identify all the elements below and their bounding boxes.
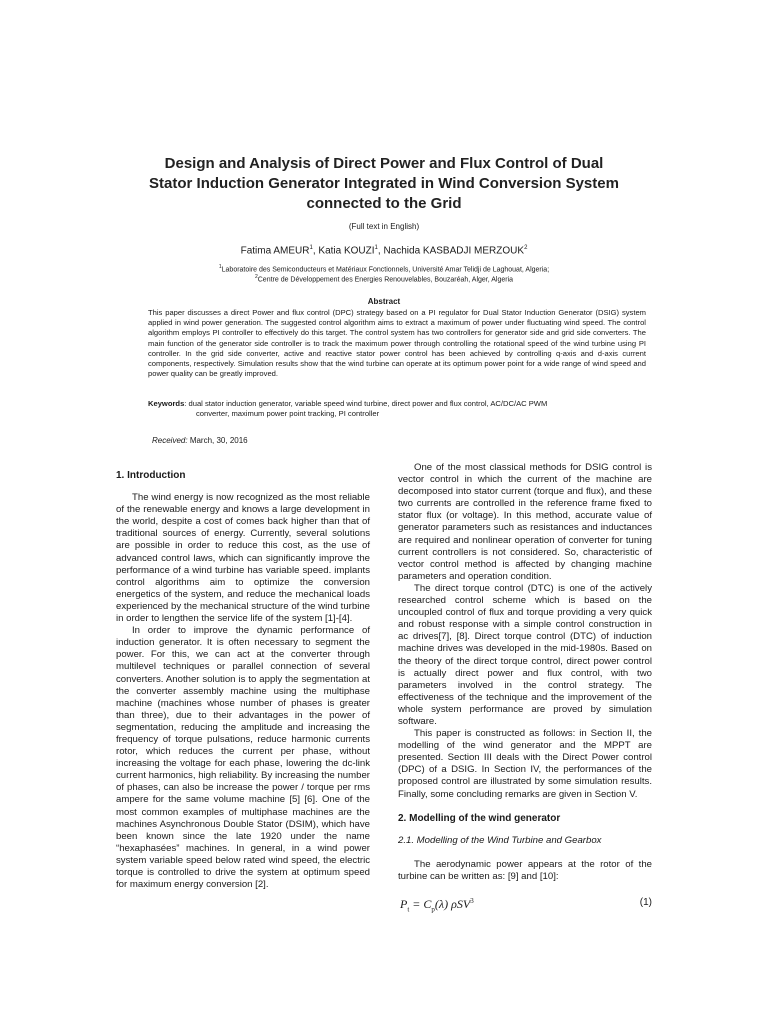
full-text-note: (Full text in English)	[348, 222, 420, 231]
section-heading: 2. Modelling of the wind generator	[398, 812, 561, 824]
abstract-heading: Abstract	[367, 297, 401, 306]
paragraph: One of the most classical methods for DSIG control is vector control in which the current of the machine are decomposed into stator current (torque and flux), and these two currents are controlled in the reference frame fixed to stator flux (or voltage). In this method, accurate value of generator parameters such as resistances and inductances are required and nonlinear operation of converter for tuning current controllers is not considered. So, characteristic of vector control method is affected by changing machine parameters and operation condition.	[398, 462, 652, 582]
eq-sup: 3	[470, 897, 474, 905]
author-name: Nachida KASBADJI MERZOUK	[383, 245, 525, 257]
keywords-text-continued: converter, maximum power point tracking, PI controller	[196, 409, 380, 419]
received-value: March, 30, 2016	[189, 436, 248, 445]
equation-1	[398, 893, 652, 913]
eq-symbol: C	[423, 897, 432, 911]
author-sup: 1	[374, 245, 378, 251]
author-sup: 1	[309, 245, 313, 251]
paragraph: The direct torque control (DTC) is one of the actively researched control scheme which is based on the uncoupled control of flux and torque providing a very quick and robust response with a simple control construction in ac drives[7], [8]. Direct torque control (DTC) of induction machine drives was developed in the mid-1980s. Based on the theory of the direct torque control, direct power control is actually direct power and flux control, with two parameters involved in the control strategy. The effectiveness of the technique and the improvement of the whole system performance are proved by simulation software.	[398, 582, 652, 727]
section-heading: 1. Introduction	[116, 470, 186, 481]
paragraph: This paper is constructed as follows: in Section II, the modelling of the wind generator and the MPPT are presented. Section III deals with the Direct Power control (DPC) of a DSIG. In Section IV, the performances of the proposed control are illustrated by some simulation results. Finally, some concluding remarks are given in Section V.	[398, 728, 652, 800]
equation-text	[400, 895, 474, 915]
left-column	[116, 462, 370, 891]
title-line: Design and Analysis of Direct Power and Flux Control of Dual	[164, 155, 604, 172]
keywords-text: : dual stator induction generator, variable speed wind turbine, direct power and flux control, AC/DC/AC PWM	[184, 399, 548, 408]
subsection-heading: 2.1. Modelling of the Wind Turbine and Gearbox	[398, 834, 602, 846]
affiliation	[0, 272, 768, 285]
right-column	[398, 462, 652, 913]
received-date	[152, 436, 248, 445]
author-name: Fatima AMEUR	[240, 245, 310, 257]
paper-title	[120, 154, 648, 214]
eq-sub: p	[431, 905, 435, 914]
title-line: connected to the Grid	[306, 195, 462, 212]
paragraph: The wind energy is now recognized as the most reliable of the renewable energy and knows a large development in the world, despite a cost of comes back higher than that of traditional sources of energy. Currently, several solutions are possible in order to reduce this cost, as the use of advanced control laws, which can significantly improve the performance of a wind turbine has variable speed. implants control algorithms aim to optimize the conversion energetics of the system, and reduce the mechanical loads experienced by the mechanical structure of the wind turbine in order to lengthen the service life of the system [1]-[4].	[116, 492, 370, 625]
abstract-text: This paper discusses a direct Power and flux control (DPC) strategy based on a PI regulator for Dual Stator Induction Generator (DSIG) system applied in wind power generation. The suggested control algorithm aims to extract a maximum of power under fluctuating wind speed. The control algorithm employs PI controller to effectively do this target. The control system has two controllers for generator side and grid side converters. The main function of the generator side controller is to track the maximum power through controlling the rotational speed of the wind turbine using PI controller. In the grid side converter, active and reactive stator power control has been achieved by controlling q-axis and d-axis current components, respectively. Simulation results show that the wind turbine can operate at its optimum power point for a wide range of wind speed and power quality can be greatly improved.	[148, 308, 646, 379]
author-sup: 2	[524, 245, 528, 251]
paragraph: In order to improve the dynamic performance of induction generator. It is often necessary to segment the power. For this, we can act at the converter through multilevel techniques or parallel connection of several converters. Another solution is to apply the segmentation at the converter assembly machine using the multiphase machine (machines whose number of phases is greater than three), due to their advantages in the power of segmentation, reducing the amplitude and increasing the frequency of torque pulsations, reduce harmonic currents rotor, which reduces the current per phase, without increasing the voltage for each phase, lowering the dc-link current harmonics, high reliability. By increasing the number of phases, can also be increase the power / torque per rms ampere for the same volume machine [5] [6]. One of the most common examples of multiphase machines are the machines Asynchronous Double Stator (DSIM), which have been known since the late 1920 under the name “hexaphasées” machines. In general, in a wind power system variable speed below rated wind speed, the electric torque is controlled to drive the system at optimum speed for maximum energy conversion [2].	[116, 625, 370, 891]
affiliation-text: Laboratoire des Semiconducteurs et Matériaux Fonctionnels, Université Amar Telidji de Laghouat, Algeria;	[221, 266, 550, 274]
paragraph: The aerodynamic power appears at the rotor of the turbine can be written as: [9] and [10]:	[398, 858, 652, 882]
affiliation-text: Centre de Développement des Energies Renouvelables, Bouzaréah, Alger, Algeria	[257, 276, 514, 284]
eq-body: (λ) ρSV	[434, 897, 471, 911]
affiliation-sup: 2	[254, 274, 258, 280]
title-line: Stator Induction Generator Integrated in Wind Conversion System	[149, 175, 619, 192]
eq-sub: t	[407, 905, 410, 914]
eq-symbol: P	[400, 897, 408, 911]
equation-number: (1)	[639, 897, 652, 908]
author-list: Fatima AMEUR$^1$, Katia KOUZI$^1$, Nachida KASBADJI MERZOUK$^2$	[240, 245, 528, 257]
affiliation-sup: 1	[218, 264, 222, 270]
received-label: Received:	[152, 436, 188, 445]
author-name: Katia KOUZI	[318, 245, 375, 257]
eq-equals: =	[409, 897, 424, 911]
keywords-label: Keywords	[148, 399, 185, 408]
keywords	[148, 399, 646, 419]
